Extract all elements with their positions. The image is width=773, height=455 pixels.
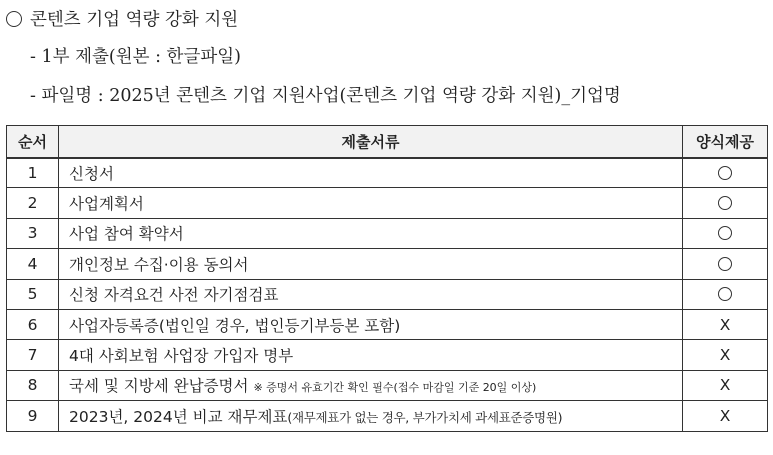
form-provided-mark xyxy=(683,218,768,248)
filename-line: - 파일명 : 2025년 콘텐츠 기업 지원사업(콘텐츠 기업 역량 강화 지원)_기업명 xyxy=(30,86,621,106)
document-name: 국세 및 지방세 완납증명서 xyxy=(69,377,249,396)
header-form-provided: 양식제공 xyxy=(683,126,768,158)
row-number: 8 xyxy=(7,370,59,400)
table-row xyxy=(7,279,768,309)
circle-mark-icon xyxy=(718,287,732,301)
form-provided-mark xyxy=(683,279,768,309)
document-name: 신청 자격요건 사전 자기점검표 xyxy=(59,279,683,309)
document-name: 사업자등록증(법인일 경우, 법인등기부등본 포함) xyxy=(59,309,683,339)
circle-mark-icon xyxy=(718,166,732,180)
copies-line: - 1부 제출(원본 : 한글파일) xyxy=(30,47,241,67)
document-name: 신청서 xyxy=(59,158,683,188)
form-provided-mark: X xyxy=(683,309,768,339)
document-cell xyxy=(59,370,683,400)
submission-documents-table xyxy=(6,125,768,432)
row-number: 5 xyxy=(7,279,59,309)
form-provided-mark: X xyxy=(683,370,768,400)
table-row xyxy=(7,309,768,339)
table-row xyxy=(7,188,768,218)
table-row xyxy=(7,158,768,188)
section-title xyxy=(6,6,238,31)
section-title-text: 콘텐츠 기업 역량 강화 지원 xyxy=(30,10,239,30)
table-row xyxy=(7,401,768,431)
circle-mark-icon xyxy=(718,257,732,271)
form-provided-mark: X xyxy=(683,401,768,431)
table-row xyxy=(7,218,768,248)
document-name: 사업 참여 확약서 xyxy=(59,218,683,248)
row-number: 6 xyxy=(7,309,59,339)
table-row xyxy=(7,370,768,400)
header-order: 순서 xyxy=(7,126,59,158)
row-number: 1 xyxy=(7,158,59,188)
row-number: 2 xyxy=(7,188,59,218)
row-number: 4 xyxy=(7,249,59,279)
document-name: 4대 사회보험 사업장 가입자 명부 xyxy=(59,340,683,370)
document-name: 사업계획서 xyxy=(59,188,683,218)
row-number: 9 xyxy=(7,401,59,431)
form-provided-mark xyxy=(683,158,768,188)
document-name: 개인정보 수집·이용 동의서 xyxy=(59,249,683,279)
document-note: ※ 증명서 유효기간 확인 필수(접수 마감일 기준 20일 이상) xyxy=(253,381,537,395)
document-note: (재무제표가 없는 경우, 부가가치세 과세표준증명원) xyxy=(287,409,563,425)
document-name: 2023년, 2024년 비교 재무제표 xyxy=(69,407,288,426)
row-number: 3 xyxy=(7,218,59,248)
table-header-row xyxy=(7,126,768,158)
form-provided-mark xyxy=(683,249,768,279)
table-row xyxy=(7,249,768,279)
form-provided-mark xyxy=(683,188,768,218)
circle-mark-icon xyxy=(718,226,732,240)
circle-mark-icon xyxy=(718,196,732,210)
circle-bullet-icon xyxy=(6,11,22,27)
table-row xyxy=(7,340,768,370)
row-number: 7 xyxy=(7,340,59,370)
header-documents: 제출서류 xyxy=(59,126,683,158)
form-provided-mark: X xyxy=(683,340,768,370)
document-cell xyxy=(59,401,683,431)
